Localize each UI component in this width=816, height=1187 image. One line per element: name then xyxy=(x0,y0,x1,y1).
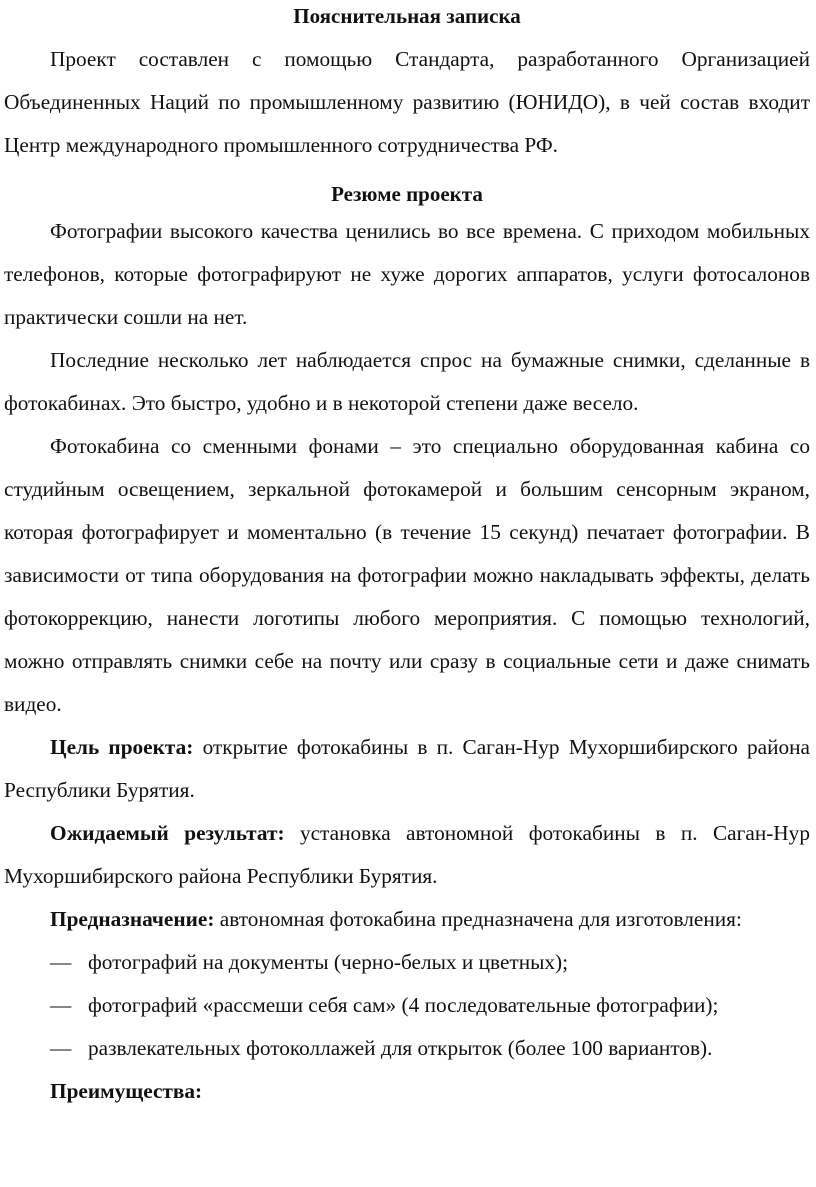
purpose-label: Предназначение: xyxy=(50,907,215,931)
advantages-label: Преимущества: xyxy=(50,1079,203,1103)
document-title: Пояснительная записка xyxy=(293,4,521,28)
purpose-paragraph xyxy=(4,898,810,941)
list-item xyxy=(4,1027,810,1070)
goal-text: открытие фотокабины в п. Саган-Нур Мухоршибирского района Республики Бурятия. xyxy=(4,735,810,802)
intro-paragraph: Проект составлен с помощью Стандарта, разработанного Организацией Объединенных Наций по промышленному развитию (ЮНИДО), в чей состав входит Центр международного промышленного сотрудничества РФ. xyxy=(4,47,810,157)
list-item-text: развлекательных фотоколлажей для открыток (более 100 вариантов). xyxy=(88,1036,713,1060)
list-dash: — xyxy=(50,993,72,1017)
resume-heading: Резюме проекта xyxy=(331,182,483,206)
list-dash: — xyxy=(50,1036,72,1060)
list-item xyxy=(4,941,810,984)
list-dash: — xyxy=(50,950,72,974)
purpose-text: автономная фотокабина предназначена для изготовления: xyxy=(214,907,742,931)
resume-paragraph-2: Последние несколько лет наблюдается спрос на бумажные снимки, сделанные в фотокабинах. Это быстро, удобно и в некоторой степени даже весело. xyxy=(4,348,810,415)
list-item-text: фотографий «рассмеши себя сам» (4 последовательные фотографии); xyxy=(88,993,719,1017)
result-label: Ожидаемый результат: xyxy=(50,821,285,845)
advantages-paragraph xyxy=(4,1070,810,1113)
resume-paragraph-3: Фотокабина со сменными фонами – это специально оборудованная кабина со студийным освещением, зеркальной фотокамерой и большим сенсорным экраном, которая фотографирует и моментально (в течение 15 секунд) печатает фотографии. В зависимости от типа оборудования на фотографии можно накладывать эффекты, делать фотокоррекцию, нанести логотипы любого мероприятия. С помощью технологий, можно отправлять снимки себе на почту или сразу в социальные сети и даже снимать видео. xyxy=(4,434,810,716)
result-paragraph xyxy=(4,812,810,898)
resume-paragraph-1: Фотографии высокого качества ценились во все времена. С приходом мобильных телефонов, которые фотографируют не хуже дорогих аппаратов, услуги фотосалонов практически сошли на нет. xyxy=(4,219,810,329)
result-text: установка автономной фотокабины в п. Саган-Нур Мухоршибирского района Республики Бурятия. xyxy=(4,821,810,888)
list-item xyxy=(4,984,810,1027)
goal-label: Цель проекта: xyxy=(50,735,194,759)
goal-paragraph xyxy=(4,726,810,812)
list-item-text: фотографий на документы (черно-белых и цветных); xyxy=(88,950,569,974)
